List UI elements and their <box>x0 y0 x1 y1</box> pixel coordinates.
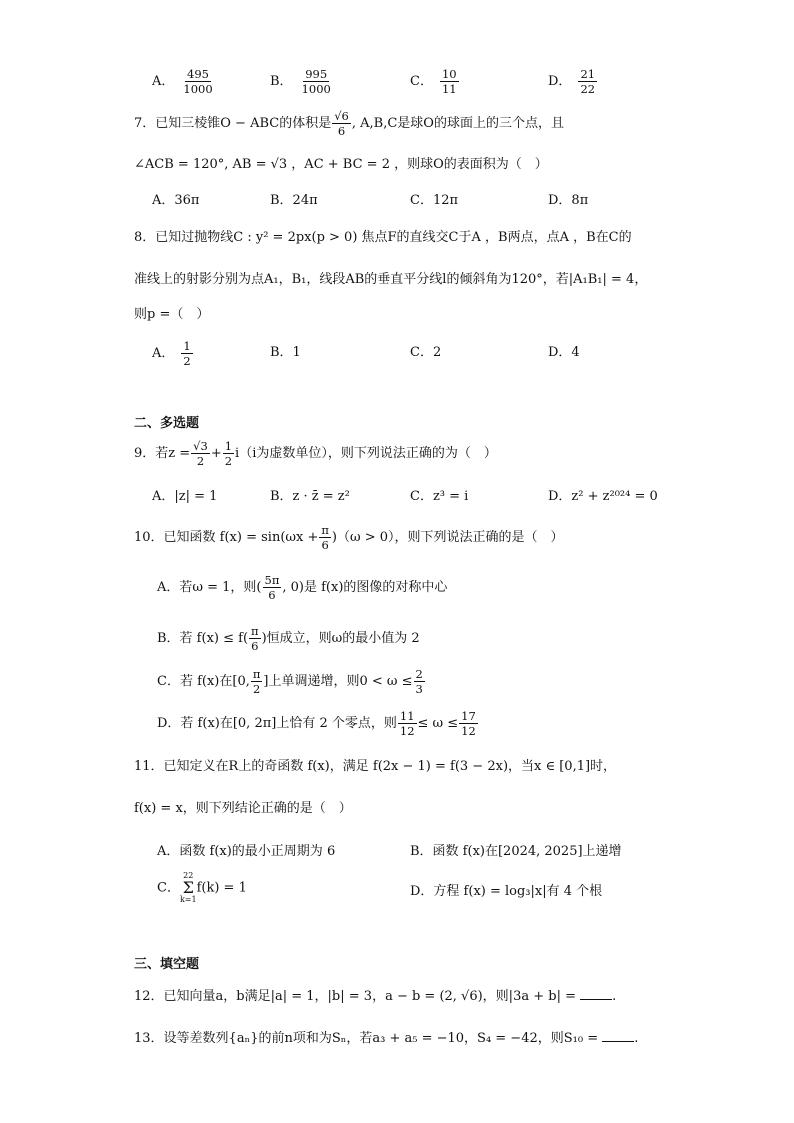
denominator: 2 <box>183 354 191 369</box>
q12-text: 12．已知向量a，b满足|a| = 1，|b| = 3，a − b = (2, √6)，则|3a + b| = <box>134 989 576 1004</box>
numerator: 21 <box>580 67 596 81</box>
option-label: D． <box>548 74 572 90</box>
section-heading-multiple-choice: 二、多选题 <box>134 416 200 431</box>
q10-line <box>134 524 564 551</box>
q8-option-d: D．4 <box>548 345 580 360</box>
option-text: D．若 f(x)在[0, 2π]上恰有 2 个零点，则 <box>157 716 397 732</box>
fraction <box>332 110 351 137</box>
q6-option-d <box>548 68 598 95</box>
q11-option-b: B．函数 f(x)在[2024, 2025]上递增 <box>410 844 622 859</box>
q8-line3: 则p =（ ） <box>134 307 210 322</box>
period: . <box>634 1031 639 1046</box>
q8-line2: 准线上的射影分别为点A₁，B₁，线段AB的垂直平分线l的倾斜角为120°，若|A₁B₁| = 4， <box>134 272 648 287</box>
fraction <box>578 68 597 95</box>
q7-text-b: , A,B,C是球O的球面上的三个点，且 <box>351 116 564 132</box>
denominator: 6 <box>321 538 329 553</box>
option-text: )恒成立，则ω的最小值为 2 <box>261 631 420 647</box>
q7-text-a: 7．已知三棱锥O − ABC的体积是 <box>134 116 332 132</box>
q9-option-d: D．z² + z²⁰²⁴ = 0 <box>548 489 658 504</box>
q7-line2: ∠ACB = 120°, AB = √3 ，AC + BC = 2 ，则球O的表面积为（ ） <box>134 157 548 172</box>
q10-text-pre: 10．已知函数 f(x) = sin(ωx + <box>134 530 319 546</box>
q7-option-c: C．12π <box>410 193 459 208</box>
numerator: π <box>321 523 329 537</box>
q11-line2: f(x) = x，则下列结论正确的是（ ） <box>134 801 352 816</box>
q12-line <box>134 990 616 1003</box>
option-label: C． <box>410 74 433 90</box>
option-text: B．若 f(x) ≤ f( <box>157 631 249 647</box>
q9-option-b: B．z · z̄ = z² <box>270 489 350 504</box>
numerator: 10 <box>441 67 457 81</box>
q9-option-a: A．|z| = 1 <box>152 489 218 504</box>
numerator: π <box>251 624 259 638</box>
q13-line <box>134 1032 638 1045</box>
fraction <box>181 340 192 367</box>
option-label: C． <box>157 880 180 896</box>
q7-option-b: B．24π <box>270 193 318 208</box>
q9-line <box>134 440 497 467</box>
q7-option-d: D．8π <box>548 193 589 208</box>
fraction <box>414 668 425 695</box>
option-label: A． <box>152 74 175 90</box>
fraction <box>191 440 210 467</box>
q6-option-c <box>410 68 460 95</box>
q10-option-c <box>157 668 426 695</box>
denominator: 12 <box>461 724 476 739</box>
option-text: , 0)是 f(x)的图像的对称中心 <box>282 580 448 596</box>
denominator: 1000 <box>183 82 213 97</box>
q8-option-b: B．1 <box>270 345 301 360</box>
denominator: 12 <box>399 724 415 739</box>
denominator: 2 <box>196 454 205 469</box>
q6-option-b <box>270 68 334 95</box>
fraction <box>319 524 331 551</box>
q9-text-post: i（i为虚数单位），则下列说法正确的为（ ） <box>235 446 497 462</box>
denominator: 6 <box>251 639 259 654</box>
q8-option-c: C．2 <box>410 345 442 360</box>
answer-blank[interactable] <box>602 1041 634 1042</box>
numerator: √6 <box>334 109 349 123</box>
numerator: 11 <box>399 709 415 723</box>
option-text: ]上单调递增，则0 < ω ≤ <box>263 674 413 690</box>
denominator: 2 <box>224 454 233 469</box>
q7-option-a: A．36π <box>152 193 200 208</box>
q11-line1: 11．已知定义在R上的奇函数 f(x)，满足 f(2x − 1) = f(3 − 2x)，当x ∈ [0,1]时， <box>134 759 617 774</box>
option-text: ≤ ω ≤ <box>417 716 459 732</box>
q11-option-a: A．函数 f(x)的最小正周期为 6 <box>157 844 336 859</box>
section-heading-fill-in: 三、填空题 <box>134 957 200 972</box>
summation <box>180 872 197 904</box>
q10-option-d <box>157 710 479 737</box>
q10-option-a <box>157 574 447 601</box>
denominator: 22 <box>580 82 596 97</box>
q6-option-a <box>152 68 216 95</box>
denominator: 6 <box>268 588 276 603</box>
denominator: 2 <box>252 682 261 697</box>
q7-line1 <box>134 110 564 137</box>
option-label: A． <box>152 346 175 362</box>
fraction <box>440 68 459 95</box>
option-text: C．若 f(x)在[0, <box>157 674 250 690</box>
option-label: B． <box>270 74 293 90</box>
q11-option-c <box>157 872 247 904</box>
fraction <box>223 440 234 467</box>
q9-option-c: C．z³ = i <box>410 489 469 504</box>
fraction <box>181 68 214 95</box>
numerator: 1 <box>183 339 191 353</box>
q11-option-d: D．方程 f(x) = log₃|x|有 4 个根 <box>410 884 603 899</box>
numerator: 5π <box>264 573 280 587</box>
fraction <box>398 710 417 737</box>
numerator: 1 <box>224 439 233 453</box>
fraction <box>251 668 263 695</box>
q8-option-a <box>152 340 194 367</box>
q10-option-b <box>157 625 420 652</box>
q10-text-post: )（ω > 0），则下列说法正确的是（ ） <box>331 530 564 546</box>
numerator: π <box>252 667 261 681</box>
numerator: 2 <box>415 667 423 681</box>
plus-sign: + <box>210 446 222 462</box>
fraction <box>249 625 261 652</box>
fraction <box>300 68 333 95</box>
period: . <box>612 989 617 1004</box>
denominator: 6 <box>337 124 346 139</box>
fraction <box>263 574 282 601</box>
q9-text-pre: 9．若z = <box>134 446 191 462</box>
option-text: A．若ω = 1，则( <box>157 580 262 596</box>
denominator: 11 <box>441 82 457 97</box>
denominator: 3 <box>415 682 423 697</box>
q13-text: 13．设等差数列{aₙ}的前n项和为Sₙ，若a₃ + a₅ = −10，S₄ = −42，则S₁₀ = <box>134 1031 599 1046</box>
numerator: 495 <box>187 67 209 81</box>
answer-blank[interactable] <box>580 999 612 1000</box>
numerator: √3 <box>193 439 208 453</box>
q8-line1: 8．已知过抛物线C : y² = 2px(p > 0) 焦点F的直线交C于A ，B两点，点A ，B在C的 <box>134 230 632 245</box>
option-text: f(k) = 1 <box>196 880 247 896</box>
sum-lower-limit: k=1 <box>179 895 197 904</box>
numerator: 995 <box>305 67 328 81</box>
numerator: 17 <box>461 709 476 723</box>
sigma-icon: Σ <box>182 878 194 897</box>
sum-upper-limit: 22 <box>183 871 194 880</box>
denominator: 1000 <box>301 82 331 97</box>
fraction <box>459 710 478 737</box>
